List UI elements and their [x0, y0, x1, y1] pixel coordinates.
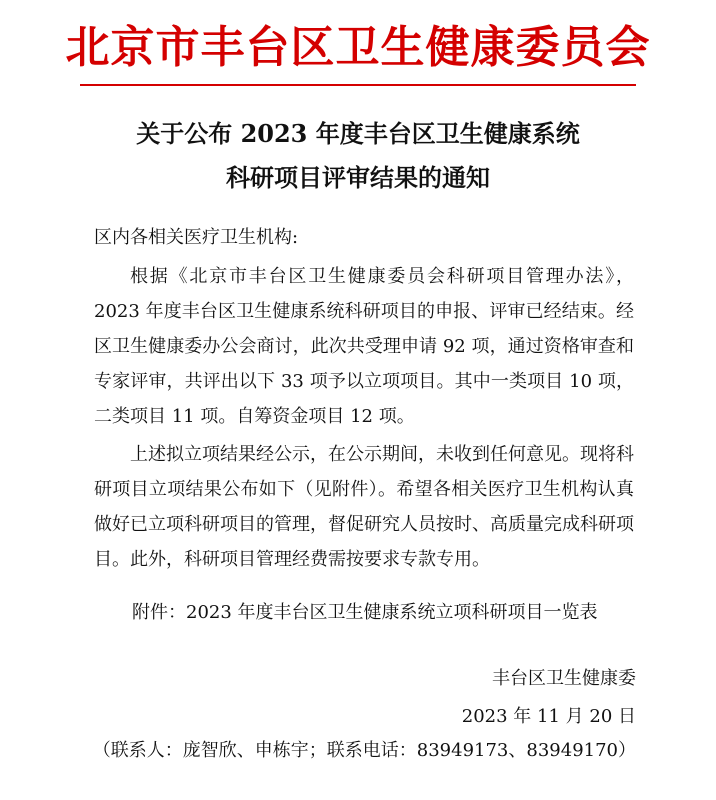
paragraph-1: 根据《北京市丰台区卫生健康委员会科研项目管理办法》，2023 年度丰台区卫生健康系统科研项目的申报、评审已经结束。经区卫生健康委办公会商讨，此次共受理申请 92 项，通过资格审查和专家评审，共评出以下 33 项予以立项项目。其中一类项目 10 项，二类项目 11 项。自筹资金项目 12 项。	[94, 266, 634, 427]
issue-date: 2023 年 11 月 20 日	[461, 706, 636, 727]
organization-header: 北京市丰台区卫生健康委员会	[65, 22, 651, 73]
salutation: 区内各相关医疗卫生机构:	[94, 227, 299, 248]
attachment-line: 附件：2023 年度丰台区卫生健康系统立项科研项目一览表	[132, 602, 598, 623]
header-red-rule	[80, 84, 636, 86]
paragraph-2: 上述拟立项结果经公示，在公示期间，未收到任何意见。现将科研项目立项结果公布如下（见附件）。希望各相关医疗卫生机构认真做好已立项科研项目的管理，督促研究人员按时、高质量完成科研项目。此外，科研项目管理经费需按要求专款专用。	[94, 444, 634, 570]
body-text	[94, 259, 634, 580]
contact-info: （联系人：庞智欣、申栋宇；联系电话：83949173、83949170）	[92, 740, 636, 761]
document-title-line-1: 关于公布 2023 年度丰台区卫生健康系统	[136, 119, 580, 148]
document-title-line-2: 科研项目评审结果的通知	[226, 163, 490, 192]
issuer-name: 丰台区卫生健康委	[492, 668, 636, 689]
